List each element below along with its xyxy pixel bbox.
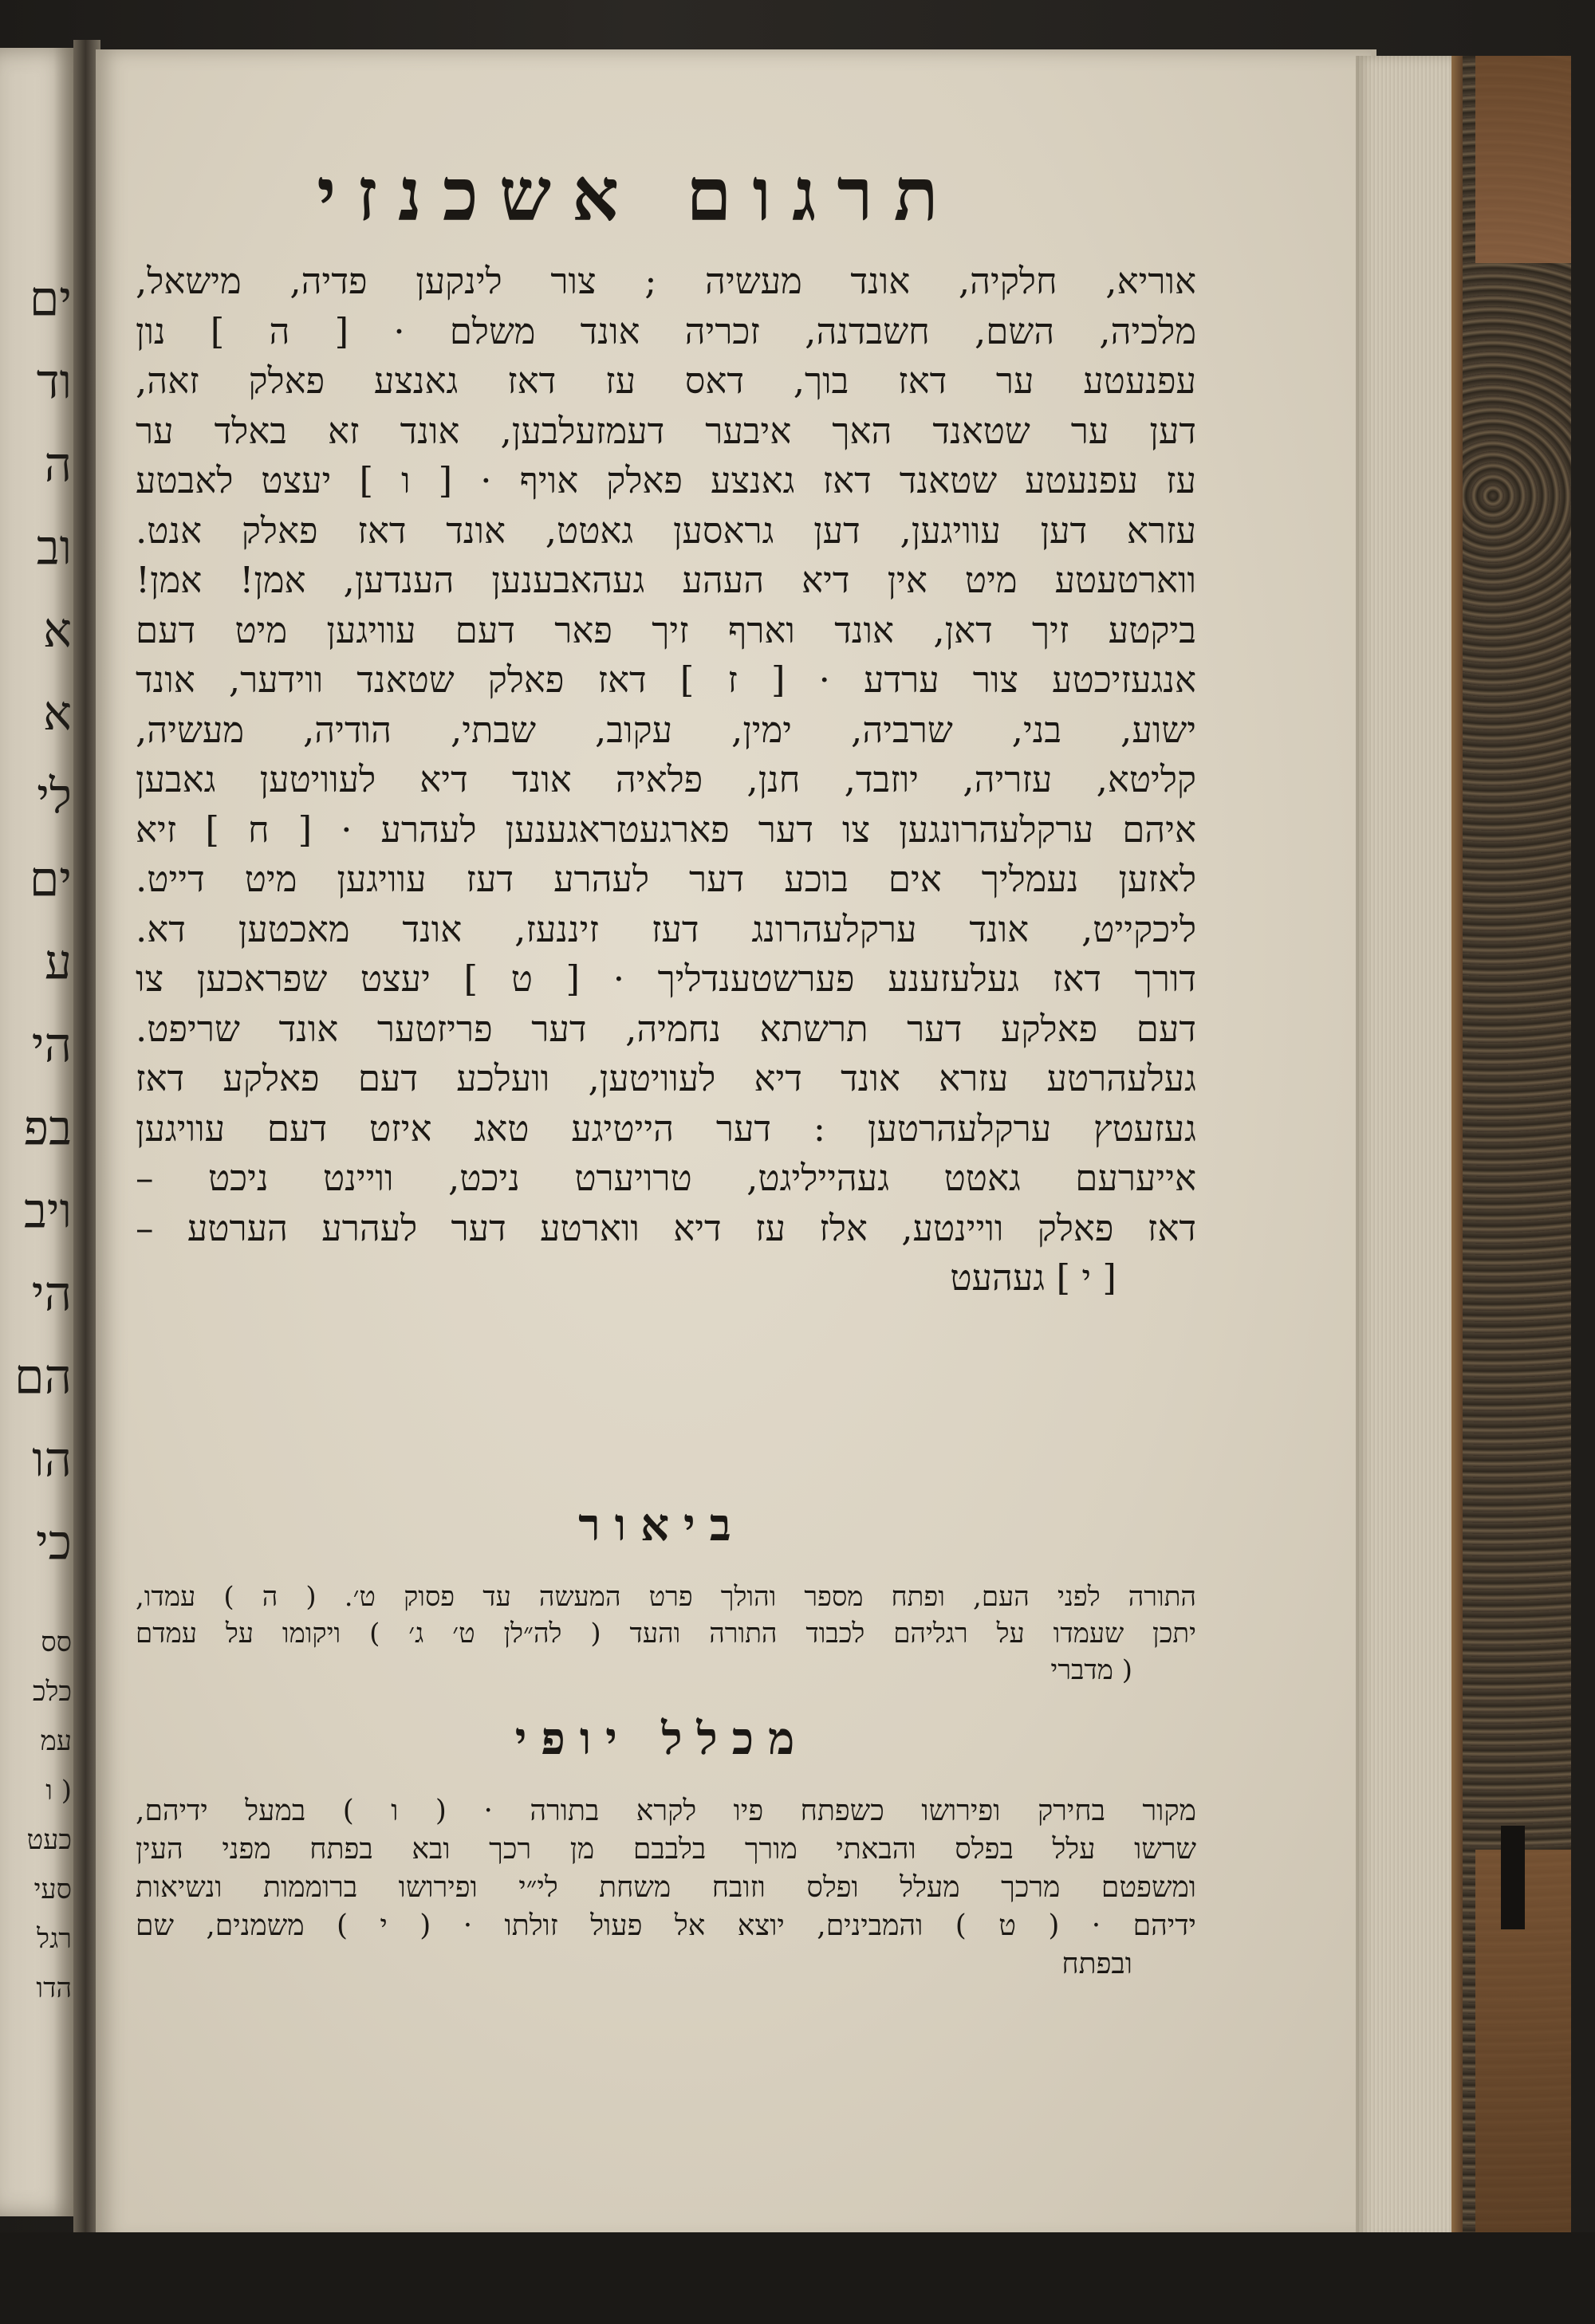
biur-commentary [136,1579,1196,1689]
text-line: עז עפנעטע שטאנד דאז גאנצע פאלק אויף · [ ו ] יעצט לאבטע [136,459,1196,501]
text-line: עפנעטע ער דאז בוך, דאס עז דאז גאנצע פאלק זאה, [136,360,1196,402]
text-line: יתכן שעמדו על רגליהם לכבוד התורה והעד ( לה״לן ט׳ ג׳ ) ויקומו על עמדם [136,1618,1196,1650]
text-line: ביקטע זיך דאן, אונד וארף זיך פאר דעם עוויגען מיט דעם [136,608,1196,651]
text-line: אייערעם גאטט געהייליגט, טרויערט ניכט, וויינט ניכט – [136,1157,1196,1199]
facing-page-fragment: כי [35,1515,72,1571]
facing-page-fragment: הי [31,1266,72,1322]
text-line: ליכקייט, אונד ערקלעהרונג דעז זיננעז, אונד מאכטען דא. [136,907,1196,950]
facing-page-fragment: א [42,603,72,659]
text-line: געלעהרטע עזרא אונד דיא לעוויטען, וועלכע דעם פאלקע דאז [136,1057,1196,1099]
facing-page-note-fragment: סס [41,1626,72,1658]
text-line: אוריא, חלקיה, אונד מעשיה ; צור לינקען פדיה, מישאל, [136,260,1196,302]
facing-page-note-fragment: סעי [33,1874,72,1905]
facing-page [0,48,77,2216]
text-line: שרשו עלל בפלס והבאתי מורך בלבבם מן רכך ובא בפתח מפני העין [136,1833,1196,1866]
page-edges [1356,56,1459,2240]
facing-page-fragment: ויב [24,1183,72,1239]
text-line: דורך דאז געלעזענע פערשטענדליך · [ ט ] יעצט שפראכען צו [136,958,1196,1000]
facing-page-note-fragment: עמ [40,1725,72,1757]
facing-page-fragment: וד [36,354,72,410]
facing-page-fragment: ע [45,934,72,990]
facing-page-note-fragment: ( ו [45,1775,72,1807]
facing-page-note-fragment: כלכ [32,1676,72,1708]
text-line: ( מדברי [1050,1654,1132,1686]
facing-page-fragment: א [42,686,72,741]
background-shadow [0,2232,1595,2324]
text-line: דאז פאלק וויינטע, אלז עז דיא ווארטע דער לעהרע הערטע – [136,1206,1196,1249]
text-line: קליטא, עזריה, יוזבד, חנן, פלאיה אונד דיא לעוויטען גאבען [136,758,1196,800]
facing-page-fragment: לי [37,769,72,824]
facing-page-fragment: הי [31,1017,72,1073]
cover-leather-edge [1451,56,1463,2256]
cover-notch [1501,1826,1525,1929]
facing-page-fragment: הם [14,1349,72,1405]
facing-page-fragment: ים [29,271,72,327]
facing-page-fragment: וב [36,520,72,576]
biur-heading: ביאור [578,1499,746,1551]
facing-page-note-fragment: כעט [26,1824,72,1856]
text-line: ומשפטם מרכך מעלל ופלס וזובח משחת לי״י ופירושו ברוממות ונשיאות [136,1871,1196,1904]
translation-text [136,257,1196,1304]
text-line: התורה לפני העם, ופתח מספר והולך פרט המעשה עד פסוק ט׳. ( ה ) עמדו, [136,1581,1196,1613]
text-line: עזרא דען עוויגען, דען גראסען גאטט, אונד דאז פאלק אנט. [136,509,1196,552]
text-line: לאזען נעמליך אים בוכע דער לעהרע דעז עוויגען מיט דייט. [136,858,1196,900]
text-line: מקור בחירק ופירושו כשפתח פיו לקרא בתורה · ( ו ) במעל ידיהם, [136,1795,1196,1827]
facing-page-fragment: ים [29,851,72,907]
facing-page-note-fragment: רגל [37,1923,72,1955]
text-line: געזעטץ ערקלעהרטען : דער הייטיגע טאג איזט דעם עוויגען [136,1107,1196,1150]
text-line: ישוע, בני, שרביה, ימין, עקוב, שבתי, הודיה, מעשיה, [136,708,1196,751]
text-line: דען ער שטאנד האך איבער דעמזעלבען, אונד זא באלד ער [136,409,1196,452]
michlal-yofi-commentary [136,1792,1196,1984]
facing-page-note-fragment: הדו [36,1972,72,2004]
michlal-yofi-heading: מכלל יופי [514,1713,809,1765]
text-line: איהם ערקלעהרונגען צו דער פארגעטראגענען לעהרע · [ ח ] זיא [136,808,1196,851]
facing-page-fragment: הו [32,1432,72,1488]
cover-leather-corner-top [1475,56,1571,263]
text-line: ידיהם · ( ט ) והמבינים, יוצא אל פעול זולתו · ( י ) משמנים, שם [136,1909,1196,1942]
text-line: ובפתח [1061,1948,1132,1980]
facing-page-fragment: ה [44,437,72,493]
text-line: [ י ] געהעט [950,1256,1116,1299]
text-line: ווארטעטע מיט אין דיא העהע געהאבענען הענדען, אמן! אמן! [136,559,1196,601]
text-line: דעם פאלקע דער תרשתא נחמיה, דער פריזטער אונד שריפט. [136,1007,1196,1050]
text-line: מלכיה, השם, חשבדנה, זכריה אונד משלם · [ ה ] נון [136,309,1196,352]
page-title: תרגום אשכנזי [317,151,959,238]
facing-page-fragment: בפ [23,1100,72,1156]
text-line: אנגעזיכטע צור ערדע · [ ז ] דאז פאלק שטאנד ווידער, אונד [136,659,1196,701]
